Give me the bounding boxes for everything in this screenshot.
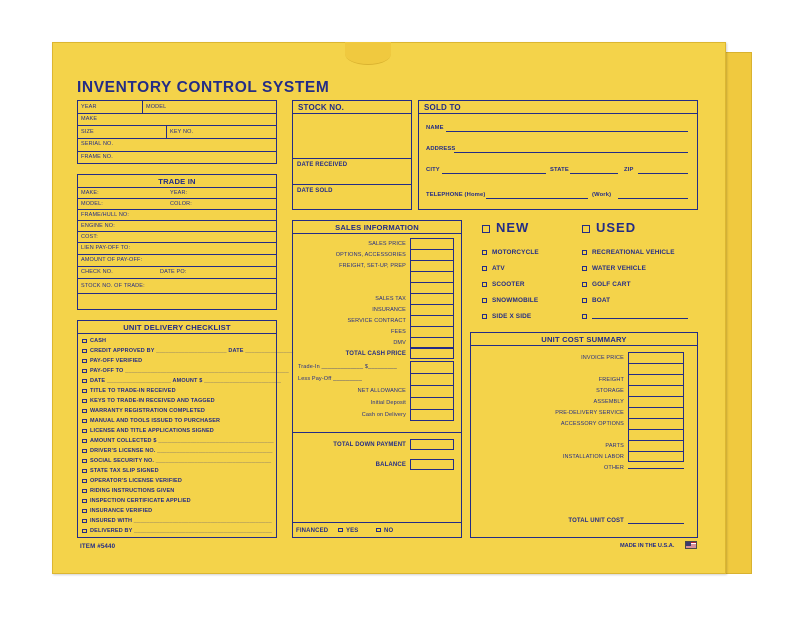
sold-to-header: SOLD TO	[424, 103, 461, 112]
checklist-checkbox-3[interactable]	[82, 359, 87, 364]
total-unit-cost-label: TOTAL UNIT COST	[568, 518, 624, 524]
unit-cost-row-label: ASSEMBLY	[593, 398, 624, 405]
trade-in-rule-6	[77, 254, 277, 255]
checklist-item-label: LICENSE AND TITLE APPLICATIONS SIGNED	[90, 428, 214, 434]
checklist-item-label: STATE TAX SLIP SIGNED	[90, 468, 159, 474]
trade-in-amountpayoff-label: AMOUNT OF PAY-OFF:	[81, 257, 143, 263]
vehicle-field-keyno-label: KEY NO.	[170, 128, 194, 135]
financed-label: FINANCED	[296, 528, 329, 534]
sales-amt-rule-7	[410, 315, 454, 316]
sold-to-name-label: NAME	[426, 125, 444, 131]
checklist-item-label: DATE ____________________ AMOUNT $ ________________________	[90, 378, 282, 384]
sold-to-state-label: STATE	[550, 167, 569, 173]
unit-cost-row-label: INSTALLATION LABOR	[562, 453, 624, 460]
unit-cost-row-label: STORAGE	[596, 387, 624, 394]
condition-new-checkbox[interactable]	[482, 225, 490, 233]
trade-in-model-label: MODEL:	[81, 201, 103, 207]
sales-amt-rule-6	[410, 304, 454, 305]
unit-cost-row-label: ACCESSORY OPTIONS	[560, 420, 624, 427]
checklist-checkbox-2[interactable]	[82, 349, 87, 354]
unit-cost-amt-rule-4	[628, 396, 684, 397]
unit-type-scooter-checkbox[interactable]	[482, 282, 487, 287]
checklist-item-label: RIDING INSTRUCTIONS GIVEN	[90, 488, 175, 494]
unit-cost-amt-rule-8	[628, 440, 684, 441]
sold-to-state-line[interactable]	[570, 173, 618, 174]
total-cash-price-value[interactable]	[410, 348, 454, 359]
checklist-checkbox-6[interactable]	[82, 389, 87, 394]
sales-row-label: SALES PRICE	[368, 240, 406, 247]
vehicle-info-rule-3	[77, 138, 277, 139]
checklist-checkbox-20[interactable]	[82, 529, 87, 534]
unit-type-label: GOLF CART	[592, 281, 631, 288]
unit-cost-header-rule	[470, 345, 698, 346]
trade-in-framehull-label: FRAME/HULL NO:	[81, 212, 130, 218]
total-down-payment-value[interactable]	[410, 439, 454, 450]
made-in-usa-label: MADE IN THE U.S.A.	[620, 543, 675, 549]
balance-label: BALANCE	[375, 462, 406, 468]
unit-cost-summary-header: UNIT COST SUMMARY	[541, 335, 627, 344]
trade-in-rule-8	[77, 278, 277, 279]
checklist-item-label: TITLE TO TRADE-IN RECEIVED	[90, 388, 176, 394]
trade-in-lienpayoff-label: LIEN PAY-OFF TO:	[81, 245, 131, 251]
unit-type-label: MOTORCYCLE	[492, 249, 539, 256]
vehicle-info-rule-4	[77, 151, 277, 152]
item-number: ITEM #5440	[80, 543, 116, 550]
sales-row-label: SALES TAX	[375, 295, 406, 302]
sold-to-address-line[interactable]	[454, 152, 688, 153]
unit-cost-row-label: FREIGHT	[598, 376, 624, 383]
stock-no-header-rule	[292, 113, 412, 114]
trade-in-cost-label: COST:	[81, 234, 98, 240]
checklist-checkbox-10[interactable]	[82, 429, 87, 434]
sold-to-header-rule	[418, 113, 698, 114]
unit-type-other-line[interactable]	[592, 318, 688, 319]
sales-info-separator	[292, 432, 462, 433]
sales-row-label: SERVICE CONTRACT	[347, 317, 406, 324]
trade-in-make-label: MAKE:	[81, 190, 99, 196]
financed-no-label: NO	[384, 528, 394, 534]
trade-in-rule-3	[77, 220, 277, 221]
sales-amt-rule-4	[410, 282, 454, 283]
unit-cost-row-label: INVOICE PRICE	[581, 354, 624, 361]
sales-amt-rule-5	[410, 293, 454, 294]
checklist-checkbox-8[interactable]	[82, 409, 87, 414]
checklist-checkbox-12[interactable]	[82, 449, 87, 454]
vehicle-field-frameno-label: FRAME NO.	[81, 154, 113, 160]
sales-row-label: OPTIONS, ACCESSORIES	[335, 251, 406, 258]
checklist-item-label: PAY-OFF VERIFIED	[90, 358, 143, 364]
unit-type-sidexside-checkbox[interactable]	[482, 314, 487, 319]
unit-type-snowmobile-checkbox[interactable]	[482, 298, 487, 303]
vehicle-info-rule-2	[77, 125, 277, 126]
total-unit-cost-value[interactable]	[628, 523, 684, 524]
trade-in-header: TRADE IN	[158, 177, 196, 186]
deduction-row-label: Initial Deposit	[370, 400, 406, 406]
sold-to-telephone-work-label: (Work)	[592, 192, 612, 198]
unit-type-label: BOAT	[592, 297, 611, 304]
checklist-item-label: INSURANCE VERIFIED	[90, 508, 153, 514]
unit-type-label: WATER VEHICLE	[592, 265, 647, 272]
unit-cost-amt-rule-2	[628, 374, 684, 375]
unit-type-label: SCOOTER	[492, 281, 525, 288]
deduction-amt-rule-4	[410, 409, 454, 410]
checklist-checkbox-15[interactable]	[82, 479, 87, 484]
trade-in-rule-2	[77, 209, 277, 210]
deduction-amt-rule-3	[410, 397, 454, 398]
financed-yes-checkbox[interactable]	[338, 528, 343, 533]
checklist-checkbox-4[interactable]	[82, 369, 87, 374]
inventory-control-form	[70, 70, 705, 550]
unit-cost-amt-rule-6	[628, 418, 684, 419]
trade-in-year-label: YEAR:	[170, 190, 188, 196]
checklist-checkbox-19[interactable]	[82, 519, 87, 524]
condition-new-label: NEW	[496, 220, 530, 235]
sales-row-label: INSURANCE	[372, 306, 406, 313]
checklist-checkbox-14[interactable]	[82, 469, 87, 474]
trade-in-rule-9	[77, 293, 277, 294]
sales-row-label: FEES	[391, 328, 406, 335]
date-received-label: DATE RECEIVED	[297, 162, 348, 168]
date-sold-label: DATE SOLD	[297, 188, 333, 194]
deduction-row-label: Trade-In _____________ $_________	[298, 364, 397, 370]
stock-no-header: STOCK NO.	[298, 103, 345, 112]
condition-used-checkbox[interactable]	[582, 225, 590, 233]
unit-cost-other-line[interactable]	[628, 468, 684, 469]
sales-amt-rule-1	[410, 249, 454, 250]
checklist-item-label: KEYS TO TRADE-IN RECEIVED AND TAGGED	[90, 398, 215, 404]
sold-to-city-line[interactable]	[442, 173, 546, 174]
thumb-notch	[345, 42, 391, 65]
trade-in-rule-4	[77, 231, 277, 232]
checklist-header-rule	[77, 333, 277, 334]
checklist-item-label: DELIVERED BY ___________________________________________	[90, 528, 273, 534]
sold-to-name-line[interactable]	[446, 131, 688, 132]
sales-row-label: DMV	[393, 339, 406, 346]
unit-cost-amt-rule-5	[628, 407, 684, 408]
unit-cost-amt-rule-9	[628, 451, 684, 452]
financed-no-checkbox[interactable]	[376, 528, 381, 533]
unit-type-label: SIDE X SIDE	[492, 313, 532, 320]
trade-in-rule-5	[77, 242, 277, 243]
trade-in-checkno-label: CHECK NO.	[81, 269, 113, 275]
sold-to-telephone-home-line[interactable]	[486, 198, 588, 199]
trade-in-stockno-label: STOCK NO. OF TRADE:	[81, 283, 145, 289]
checklist-checkbox-16[interactable]	[82, 489, 87, 494]
checklist-checkbox-5[interactable]	[82, 379, 87, 384]
page-title: INVENTORY CONTROL SYSTEM	[77, 79, 330, 96]
deduction-row-label: Cash on Delivery	[361, 412, 406, 418]
unit-cost-amt-rule-1	[628, 363, 684, 364]
checklist-item-label: OPERATOR'S LICENSE VERIFIED	[90, 478, 182, 484]
checklist-item-label: CASH	[90, 338, 107, 344]
sales-info-header-rule	[292, 233, 462, 234]
checklist-item-label: PAY-OFF TO ___________________________________________________	[90, 368, 289, 374]
trade-in-color-label: COLOR:	[170, 201, 192, 207]
vehicle-field-model-label: MODEL	[146, 103, 167, 110]
unit-type-boat-checkbox[interactable]	[582, 298, 587, 303]
vehicle-info-divider-size	[166, 125, 167, 138]
checklist-checkbox-9[interactable]	[82, 419, 87, 424]
financed-separator	[292, 522, 462, 523]
unit-type-label: SNOWMOBILE	[492, 297, 539, 304]
trade-in-engineno-label: ENGINE NO:	[81, 223, 115, 229]
us-flag-icon	[685, 541, 697, 549]
unit-type-atv-checkbox[interactable]	[482, 266, 487, 271]
unit-cost-row-label: OTHER	[604, 464, 624, 471]
checklist-checkbox-13[interactable]	[82, 459, 87, 464]
condition-used-label: USED	[596, 220, 637, 235]
checklist-checkbox-18[interactable]	[82, 509, 87, 514]
unit-type-golf-cart-checkbox[interactable]	[582, 282, 587, 287]
unit-type-recreational-vehicle-checkbox[interactable]	[582, 250, 587, 255]
checklist-item-label: DRIVER'S LICENSE NO. ____________________________________	[90, 448, 273, 454]
unit-cost-amt-rule-3	[628, 385, 684, 386]
sold-to-telephone-work-line[interactable]	[618, 198, 688, 199]
checklist-item-label: MANUAL AND TOOLS ISSUED TO PURCHASER	[90, 418, 221, 424]
checklist-checkbox-17[interactable]	[82, 499, 87, 504]
vehicle-field-size-label: SIZE	[81, 128, 94, 135]
checklist-item-label: INSURED WITH ___________________________________________	[90, 518, 272, 524]
deduction-row-label: Less Pay-Off _________	[298, 376, 363, 382]
sold-to-zip-label: ZIP	[624, 167, 634, 173]
sold-to-telephone-home-label: TELEPHONE (Home)	[426, 192, 486, 198]
checklist-item-label: CREDIT APPROVED BY ______________________ DATE _______________	[90, 348, 294, 354]
unit-cost-amt-rule-7	[628, 429, 684, 430]
sales-amt-rule-2	[410, 260, 454, 261]
sales-amt-rule-9	[410, 337, 454, 338]
sales-amt-rule-8	[410, 326, 454, 327]
checklist-item-label: AMOUNT COLLECTED $ ____________________________________	[90, 438, 274, 444]
trade-in-datepo-label: DATE PO:	[160, 269, 187, 275]
unit-type-motorcycle-checkbox[interactable]	[482, 250, 487, 255]
unit-type-label: RECREATIONAL VEHICLE	[592, 249, 675, 256]
trade-in-header-rule	[77, 187, 277, 188]
deduction-amt-rule-1	[410, 373, 454, 374]
vehicle-info-rule-1	[77, 113, 277, 114]
deduction-row-label: NET ALLOWANCE	[357, 388, 406, 394]
vehicle-info-divider-year	[142, 100, 143, 113]
checklist-checkbox-1[interactable]	[82, 339, 87, 344]
checklist-item-label: WARRANTY REGISTRATION COMPLETED	[90, 408, 206, 414]
deduction-amount-column[interactable]	[410, 361, 454, 421]
unit-type-label: ATV	[492, 265, 505, 272]
vehicle-field-year-label: YEAR	[81, 103, 97, 110]
stock-no-rule-received	[292, 158, 412, 159]
vehicle-field-make-label: MAKE	[81, 116, 98, 122]
unit-cost-row-label: PRE-DELIVERY SERVICE	[555, 409, 624, 416]
unit-type-other-checkbox[interactable]	[582, 314, 587, 319]
sales-information-header: SALES INFORMATION	[335, 223, 419, 232]
sold-to-address-label: ADDRESS	[426, 146, 456, 152]
sold-to-city-label: CITY	[426, 167, 440, 173]
checklist-item-label: SOCIAL SECURITY NO. ____________________________________	[90, 458, 272, 464]
checklist-item-label: INSPECTION CERTIFICATE APPLIED	[90, 498, 191, 504]
financed-yes-label: YES	[346, 528, 359, 534]
total-down-payment-label: TOTAL DOWN PAYMENT	[333, 442, 406, 448]
sold-to-zip-line[interactable]	[638, 173, 688, 174]
stock-no-rule-sold	[292, 184, 412, 185]
deduction-amt-rule-2	[410, 385, 454, 386]
unit-cost-row-label: PARTS	[605, 442, 624, 449]
unit-type-water-vehicle-checkbox[interactable]	[582, 266, 587, 271]
checklist-checkbox-7[interactable]	[82, 399, 87, 404]
sales-amt-rule-3	[410, 271, 454, 272]
trade-in-rule-7	[77, 266, 277, 267]
trade-in-rule-1	[77, 198, 277, 199]
total-cash-price-label: TOTAL CASH PRICE	[345, 351, 406, 357]
sales-row-label: FREIGHT, SET-UP, PREP	[339, 262, 406, 269]
unit-delivery-checklist-header: UNIT DELIVERY CHECKLIST	[123, 323, 231, 332]
vehicle-field-serialno-label: SERIAL NO.	[81, 141, 114, 147]
checklist-checkbox-11[interactable]	[82, 439, 87, 444]
balance-value[interactable]	[410, 459, 454, 470]
